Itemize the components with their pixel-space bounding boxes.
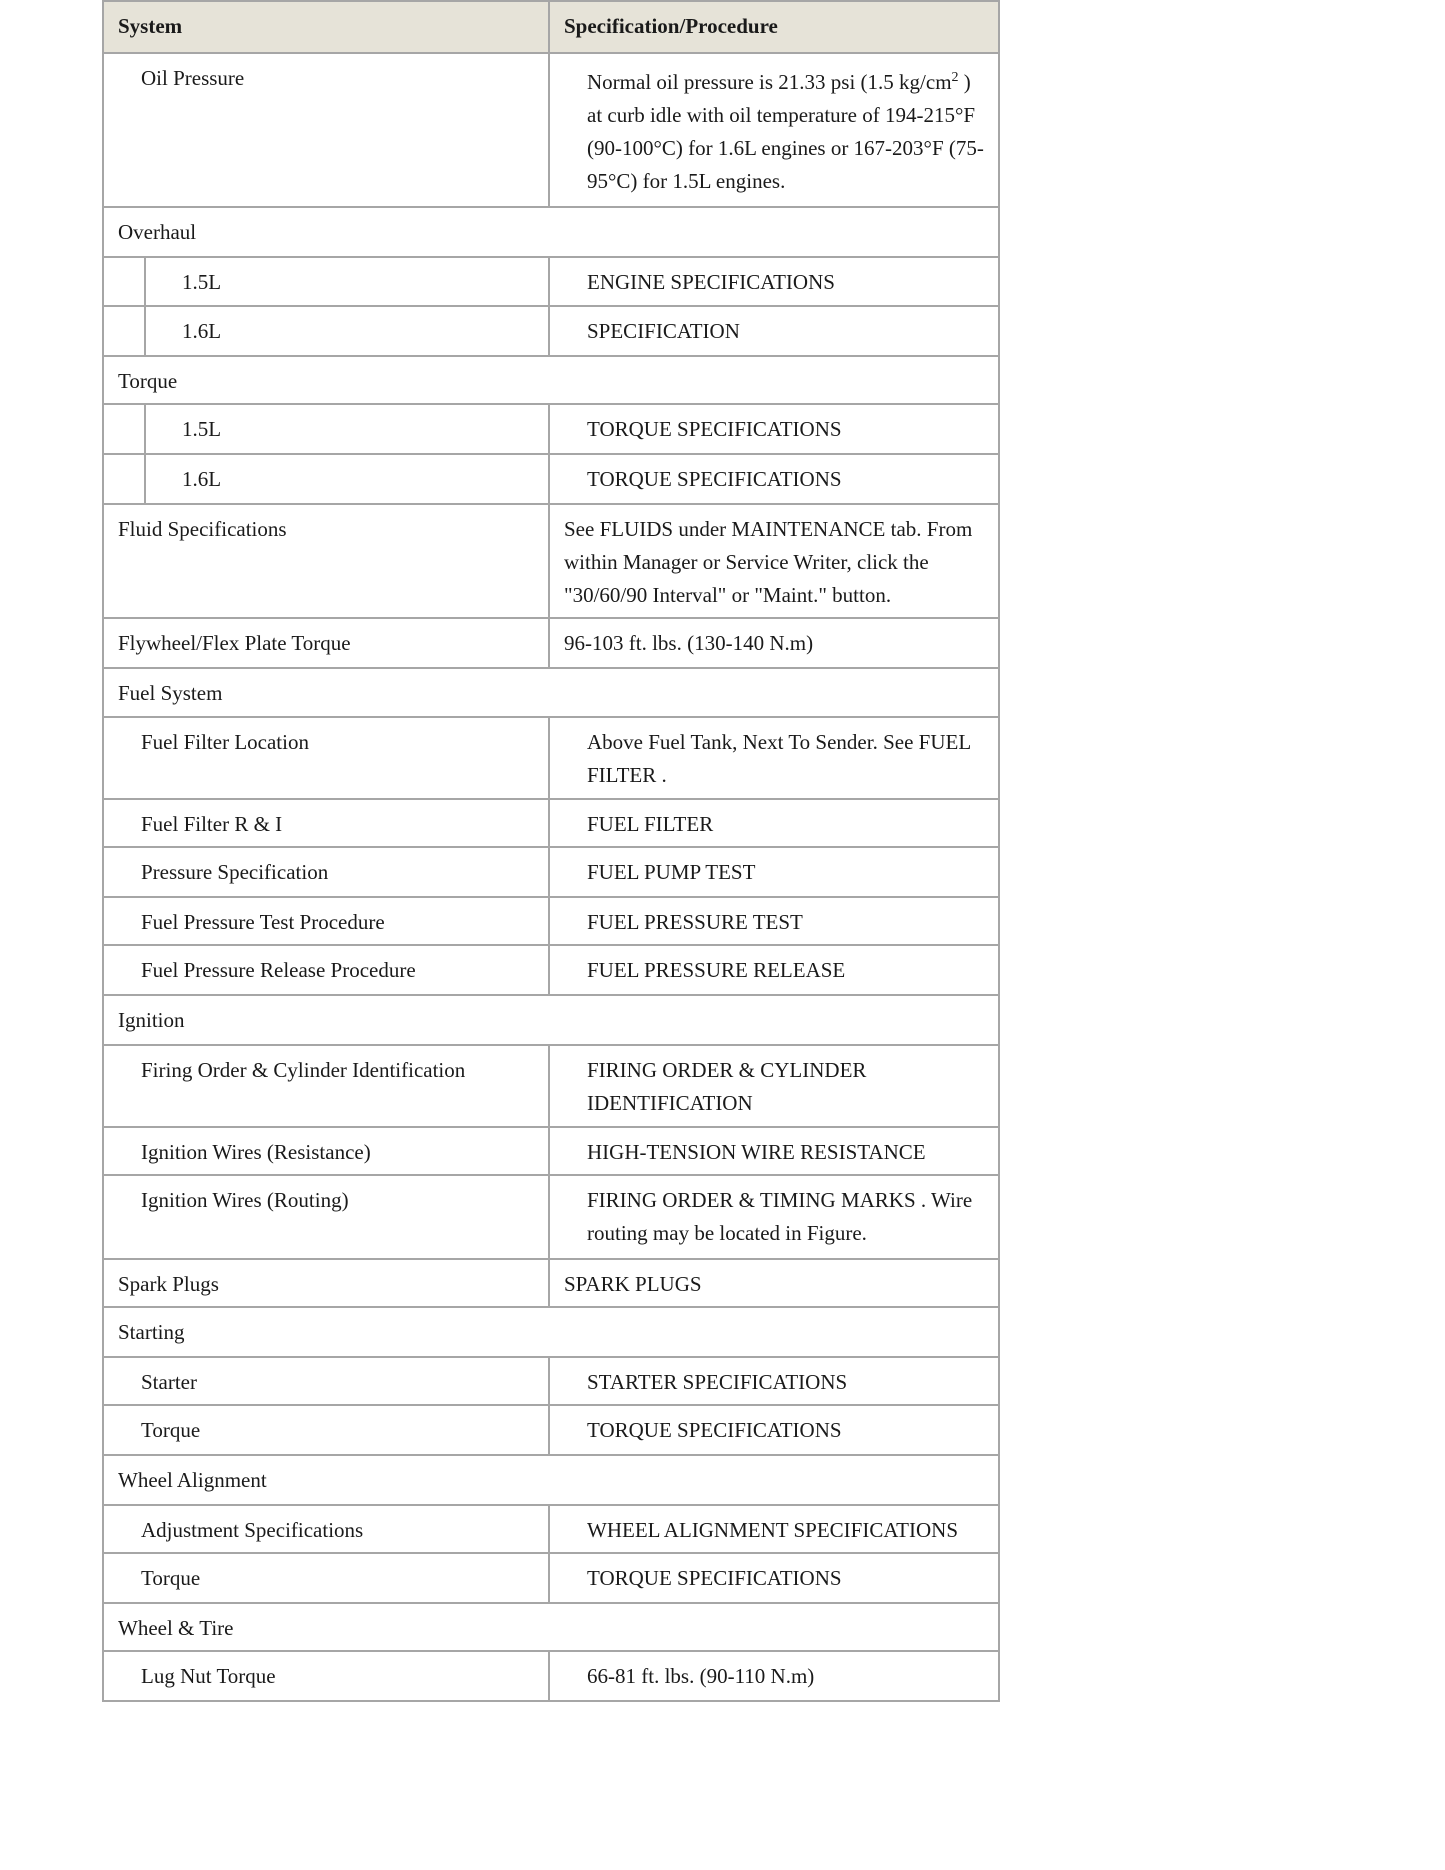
system-cell: Torque bbox=[141, 1418, 201, 1442]
table-row bbox=[104, 1126, 998, 1174]
system-cell: Flywheel/Flex Plate Torque bbox=[118, 631, 351, 655]
table-row bbox=[104, 944, 998, 994]
section-label: Ignition bbox=[118, 1008, 185, 1032]
system-cell: Fuel Filter R & I bbox=[141, 812, 283, 836]
table-row bbox=[104, 1174, 998, 1258]
section-label: Wheel Alignment bbox=[118, 1468, 267, 1492]
table-header-row bbox=[104, 2, 998, 52]
section-row bbox=[104, 1454, 998, 1504]
spec-cell: SPECIFICATION bbox=[587, 319, 740, 343]
table-row bbox=[104, 798, 998, 846]
system-cell: Oil Pressure bbox=[141, 66, 245, 90]
spec-cell: 96-103 ft. lbs. (130-140 N.m) bbox=[564, 631, 814, 655]
section-label: Wheel & Tire bbox=[118, 1616, 234, 1640]
system-cell: 1.6L bbox=[182, 467, 222, 491]
table-row bbox=[104, 1552, 998, 1602]
spec-cell: HIGH-TENSION WIRE RESISTANCE bbox=[587, 1140, 926, 1164]
spec-cell: WHEEL ALIGNMENT SPECIFICATIONS bbox=[587, 1518, 958, 1542]
section-label: Overhaul bbox=[118, 220, 197, 244]
spec-cell: FIRING ORDER & TIMING MARKS . Wire routing may be located in Figure. bbox=[587, 1188, 973, 1245]
system-cell: Fuel Pressure Release Procedure bbox=[141, 958, 416, 982]
section-row bbox=[104, 1602, 998, 1650]
section-label: Torque bbox=[118, 369, 178, 393]
table-row bbox=[104, 1258, 998, 1306]
spec-cell: Above Fuel Tank, Next To Sender. See FUEL FILTER . bbox=[587, 730, 971, 787]
table-row bbox=[104, 617, 998, 667]
section-row bbox=[104, 667, 998, 716]
spec-cell: ENGINE SPECIFICATIONS bbox=[587, 270, 835, 294]
system-cell: Firing Order & Cylinder Identification bbox=[141, 1058, 466, 1082]
table-row bbox=[104, 403, 998, 453]
table-row bbox=[104, 1356, 998, 1404]
spec-cell: FUEL PRESSURE RELEASE bbox=[587, 958, 846, 982]
table-row bbox=[104, 1650, 998, 1700]
system-cell: Torque bbox=[141, 1566, 201, 1590]
section-row bbox=[104, 994, 998, 1044]
spec-cell: SPARK PLUGS bbox=[564, 1272, 702, 1296]
table-row bbox=[104, 503, 998, 617]
table-row bbox=[104, 453, 998, 503]
spec-cell: 66-81 ft. lbs. (90-110 N.m) bbox=[587, 1664, 815, 1688]
table-row bbox=[104, 305, 998, 355]
spec-cell: FIRING ORDER & CYLINDER IDENTIFICATION bbox=[587, 1058, 867, 1115]
system-cell: Fluid Specifications bbox=[118, 517, 287, 541]
spec-cell: TORQUE SPECIFICATIONS bbox=[587, 1418, 842, 1442]
spec-cell: STARTER SPECIFICATIONS bbox=[587, 1370, 848, 1394]
spec-cell: TORQUE SPECIFICATIONS bbox=[587, 417, 842, 441]
section-row bbox=[104, 206, 998, 256]
spec-cell: Normal oil pressure is 21.33 psi (1.5 $kg/cm^2$ ) at curb idle with oil temperature of 194-215°F (90-100°C) for 1.6L engines or 167-203°F (75-95°C) for 1.5L engines. bbox=[587, 70, 984, 193]
system-cell: Fuel Pressure Test Procedure bbox=[141, 910, 385, 934]
system-cell: Fuel Filter Location bbox=[141, 730, 309, 754]
section-row bbox=[104, 1306, 998, 1356]
system-cell: Ignition Wires (Routing) bbox=[141, 1188, 349, 1212]
section-row bbox=[104, 355, 998, 403]
system-cell: Pressure Specification bbox=[141, 860, 329, 884]
header-system: System bbox=[118, 14, 183, 38]
system-cell: Spark Plugs bbox=[118, 1272, 219, 1296]
table-row bbox=[104, 716, 998, 798]
section-label: Starting bbox=[118, 1320, 185, 1344]
table-row bbox=[104, 1044, 998, 1126]
system-cell: Lug Nut Torque bbox=[141, 1664, 276, 1688]
system-cell: Ignition Wires (Resistance) bbox=[141, 1140, 371, 1164]
header-spec: Specification/Procedure bbox=[564, 14, 778, 38]
system-cell: Starter bbox=[141, 1370, 197, 1394]
spec-cell: TORQUE SPECIFICATIONS bbox=[587, 467, 842, 491]
spec-cell: TORQUE SPECIFICATIONS bbox=[587, 1566, 842, 1590]
table-row bbox=[104, 896, 998, 944]
system-cell: Adjustment Specifications bbox=[141, 1518, 364, 1542]
table-row bbox=[104, 1404, 998, 1454]
table-row bbox=[104, 256, 998, 305]
header-cell-system bbox=[104, 2, 550, 52]
spec-cell: FUEL FILTER bbox=[587, 812, 714, 836]
table-row bbox=[104, 846, 998, 896]
table-row bbox=[104, 1504, 998, 1552]
system-cell: 1.6L bbox=[182, 319, 222, 343]
spec-table bbox=[102, 0, 1000, 1702]
section-label: Fuel System bbox=[118, 681, 223, 705]
system-cell: 1.5L bbox=[182, 417, 222, 441]
spec-cell: FUEL PUMP TEST bbox=[587, 860, 756, 884]
spec-cell: See FLUIDS under MAINTENANCE tab. From within Manager or Service Writer, click the "30/60/90 Interval" or "Maint." button. bbox=[564, 517, 973, 607]
table-row bbox=[104, 52, 998, 206]
system-cell: 1.5L bbox=[182, 270, 222, 294]
spec-cell: FUEL PRESSURE TEST bbox=[587, 910, 803, 934]
